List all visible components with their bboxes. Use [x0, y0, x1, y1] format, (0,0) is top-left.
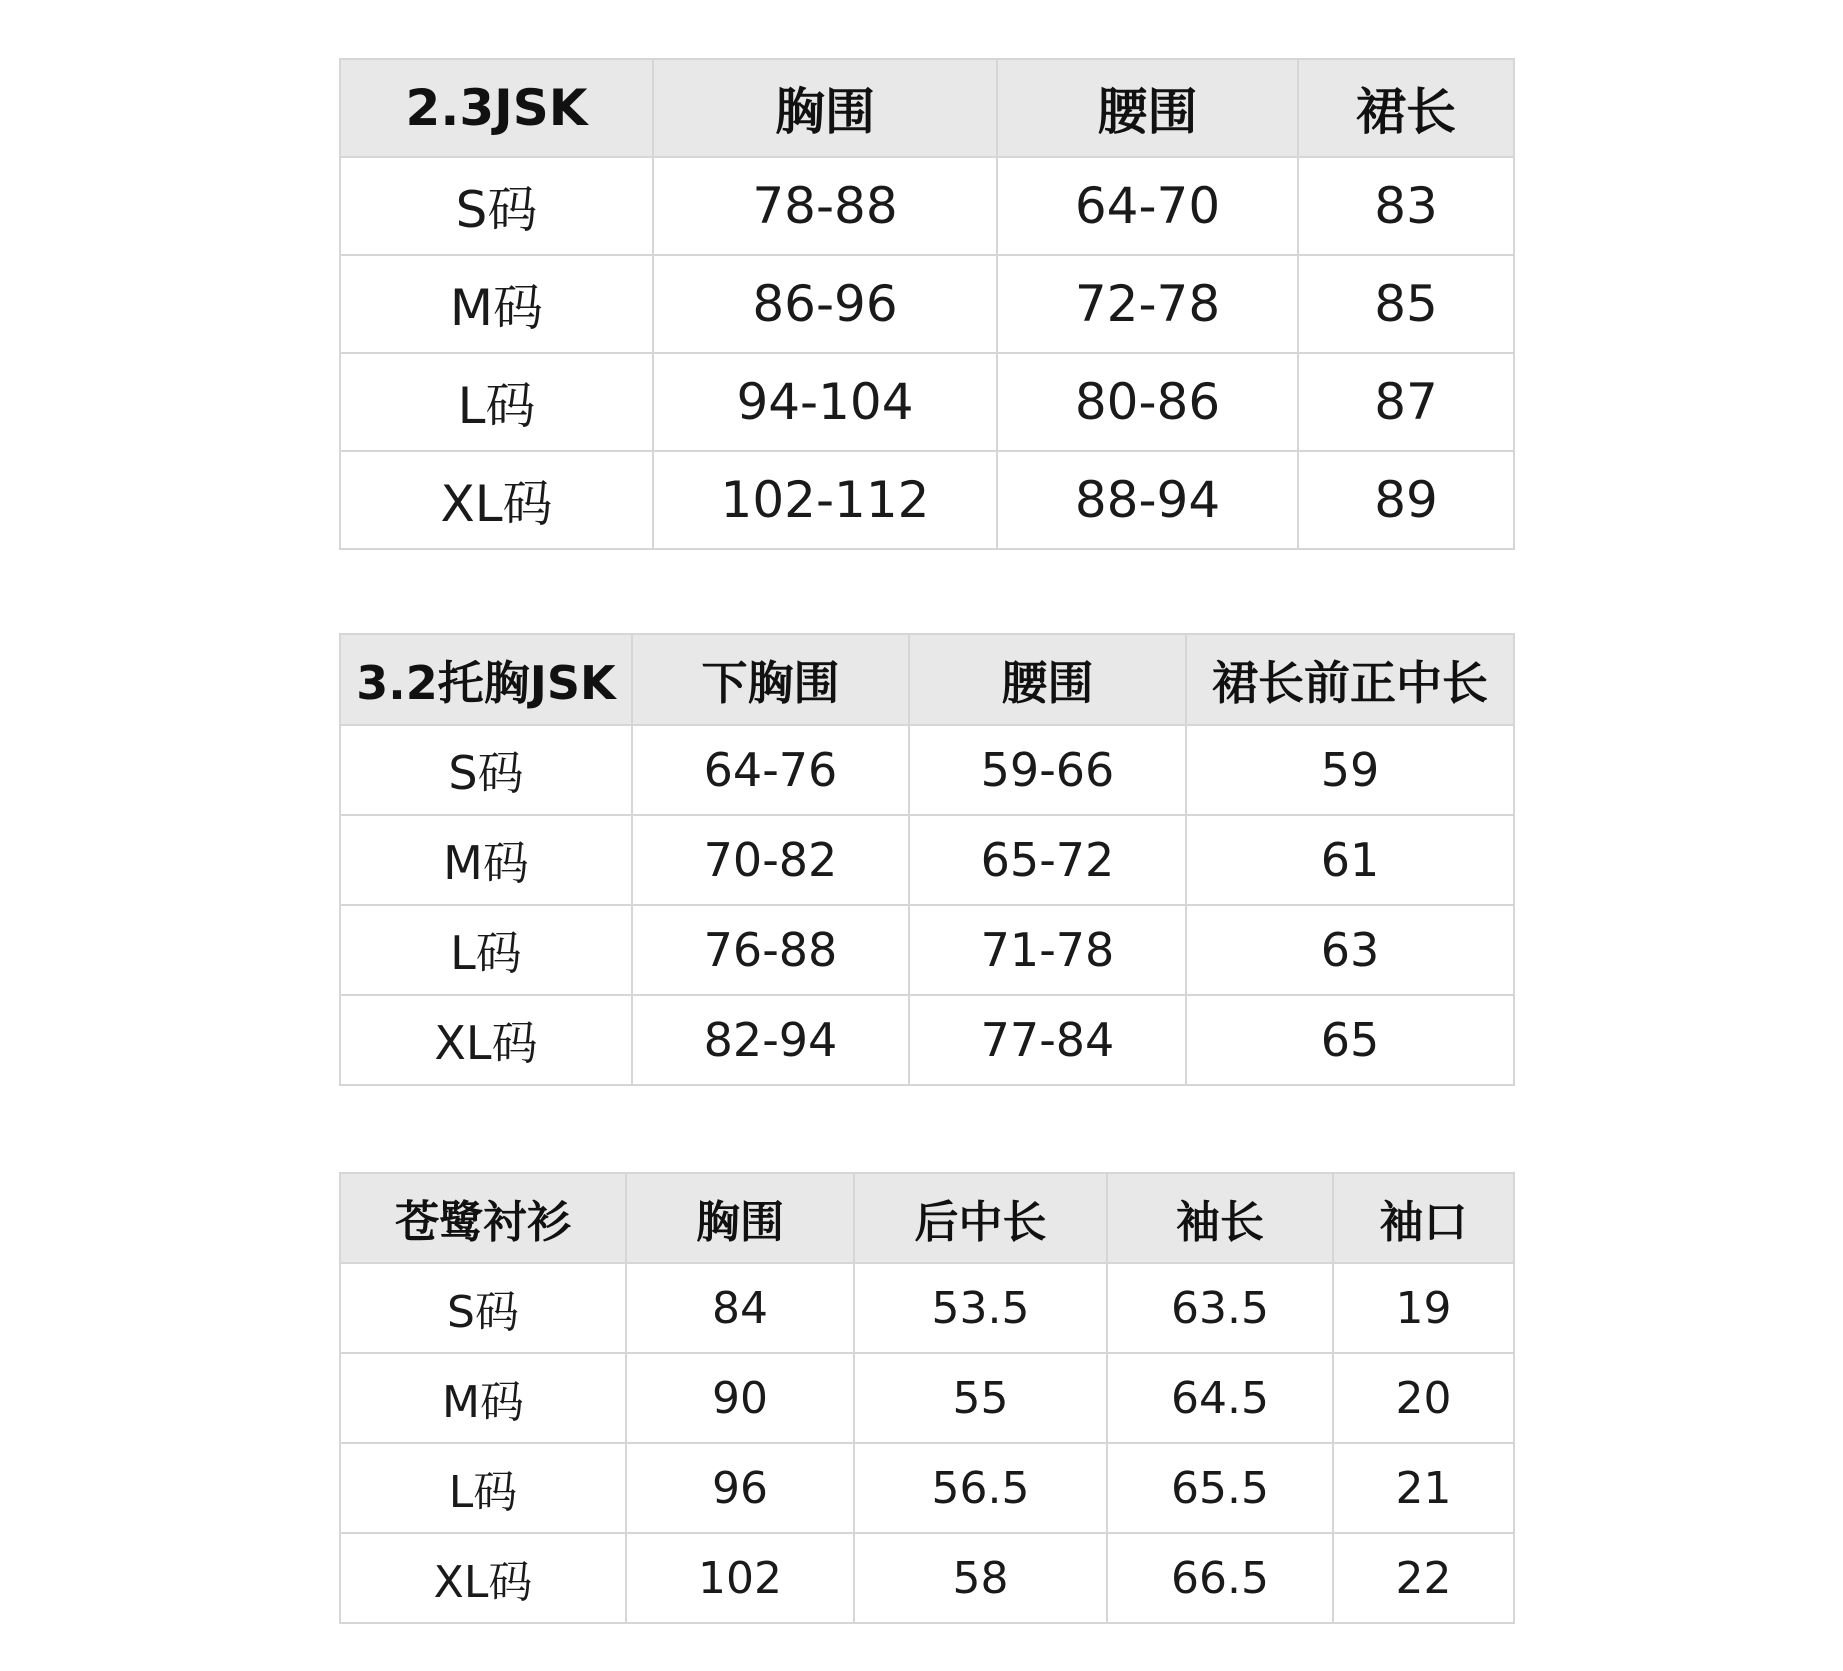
table-cell: 61 — [1186, 815, 1514, 905]
table-cell: 102 — [626, 1533, 854, 1623]
header-cell-front-skirt-length: 裙长前正中长 — [1186, 634, 1514, 725]
table-cell: 78-88 — [653, 157, 997, 255]
size-cell: XL码 — [340, 451, 653, 549]
size-cell: L码 — [340, 1443, 626, 1533]
table-row — [340, 815, 1514, 905]
table-header-row — [340, 59, 1514, 157]
table-cell: 53.5 — [854, 1263, 1107, 1353]
header-cell-back-length: 后中长 — [854, 1173, 1107, 1263]
table-row — [340, 725, 1514, 815]
header-cell-cuff: 袖口 — [1333, 1173, 1514, 1263]
table-cell: 89 — [1298, 451, 1514, 549]
table-cell: 65.5 — [1107, 1443, 1333, 1533]
header-cell-bust: 胸围 — [653, 59, 997, 157]
size-cell: L码 — [340, 905, 632, 995]
table-cell: 20 — [1333, 1353, 1514, 1443]
table-header-row — [340, 1173, 1514, 1263]
table-cell: 70-82 — [632, 815, 909, 905]
table-row — [340, 1263, 1514, 1353]
table-cell: 86-96 — [653, 255, 997, 353]
size-cell: M码 — [340, 255, 653, 353]
table-cell: 55 — [854, 1353, 1107, 1443]
table-row — [340, 995, 1514, 1085]
size-cell: S码 — [340, 1263, 626, 1353]
table-cell: 21 — [1333, 1443, 1514, 1533]
table-cell: 59 — [1186, 725, 1514, 815]
table-row — [340, 353, 1514, 451]
size-table-heron-shirt — [339, 1172, 1515, 1624]
table-cell: 22 — [1333, 1533, 1514, 1623]
header-cell-bust: 胸围 — [626, 1173, 854, 1263]
table-cell: 72-78 — [997, 255, 1298, 353]
table-cell: 64.5 — [1107, 1353, 1333, 1443]
table-cell: 85 — [1298, 255, 1514, 353]
table-cell: 84 — [626, 1263, 854, 1353]
size-cell: S码 — [340, 725, 632, 815]
table-cell: 59-66 — [909, 725, 1186, 815]
size-cell: XL码 — [340, 995, 632, 1085]
table-cell: 96 — [626, 1443, 854, 1533]
table-header-row — [340, 634, 1514, 725]
size-cell: M码 — [340, 815, 632, 905]
header-cell-waist: 腰围 — [909, 634, 1186, 725]
table-row — [340, 451, 1514, 549]
size-table-3-2-jsk — [339, 633, 1515, 1086]
header-cell-waist: 腰围 — [997, 59, 1298, 157]
table-cell: 64-70 — [997, 157, 1298, 255]
table-cell: 65-72 — [909, 815, 1186, 905]
table-cell: 64-76 — [632, 725, 909, 815]
table-cell: 94-104 — [653, 353, 997, 451]
header-cell-underbust: 下胸围 — [632, 634, 909, 725]
header-cell-sleeve-length: 袖长 — [1107, 1173, 1333, 1263]
table-cell: 65 — [1186, 995, 1514, 1085]
size-cell: M码 — [340, 1353, 626, 1443]
header-cell-skirt-length: 裙长 — [1298, 59, 1514, 157]
table-row — [340, 905, 1514, 995]
header-cell-product: 3.2托胸JSK — [340, 634, 632, 725]
table-cell: 58 — [854, 1533, 1107, 1623]
table-cell: 90 — [626, 1353, 854, 1443]
table-cell: 56.5 — [854, 1443, 1107, 1533]
table-cell: 66.5 — [1107, 1533, 1333, 1623]
table-row — [340, 1353, 1514, 1443]
table-cell: 76-88 — [632, 905, 909, 995]
size-table-2-3jsk — [339, 58, 1515, 550]
table-cell: 19 — [1333, 1263, 1514, 1353]
table-cell: 88-94 — [997, 451, 1298, 549]
table-cell: 102-112 — [653, 451, 997, 549]
header-cell-product: 2.3JSK — [340, 59, 653, 157]
table-cell: 63 — [1186, 905, 1514, 995]
size-cell: XL码 — [340, 1533, 626, 1623]
header-cell-product: 苍鹭衬衫 — [340, 1173, 626, 1263]
table-cell: 77-84 — [909, 995, 1186, 1085]
size-cell: S码 — [340, 157, 653, 255]
table-cell: 71-78 — [909, 905, 1186, 995]
table-cell: 83 — [1298, 157, 1514, 255]
table-cell: 80-86 — [997, 353, 1298, 451]
table-cell: 87 — [1298, 353, 1514, 451]
table-cell: 63.5 — [1107, 1263, 1333, 1353]
table-row — [340, 1533, 1514, 1623]
table-row — [340, 255, 1514, 353]
table-cell: 82-94 — [632, 995, 909, 1085]
table-row — [340, 157, 1514, 255]
table-row — [340, 1443, 1514, 1533]
size-cell: L码 — [340, 353, 653, 451]
